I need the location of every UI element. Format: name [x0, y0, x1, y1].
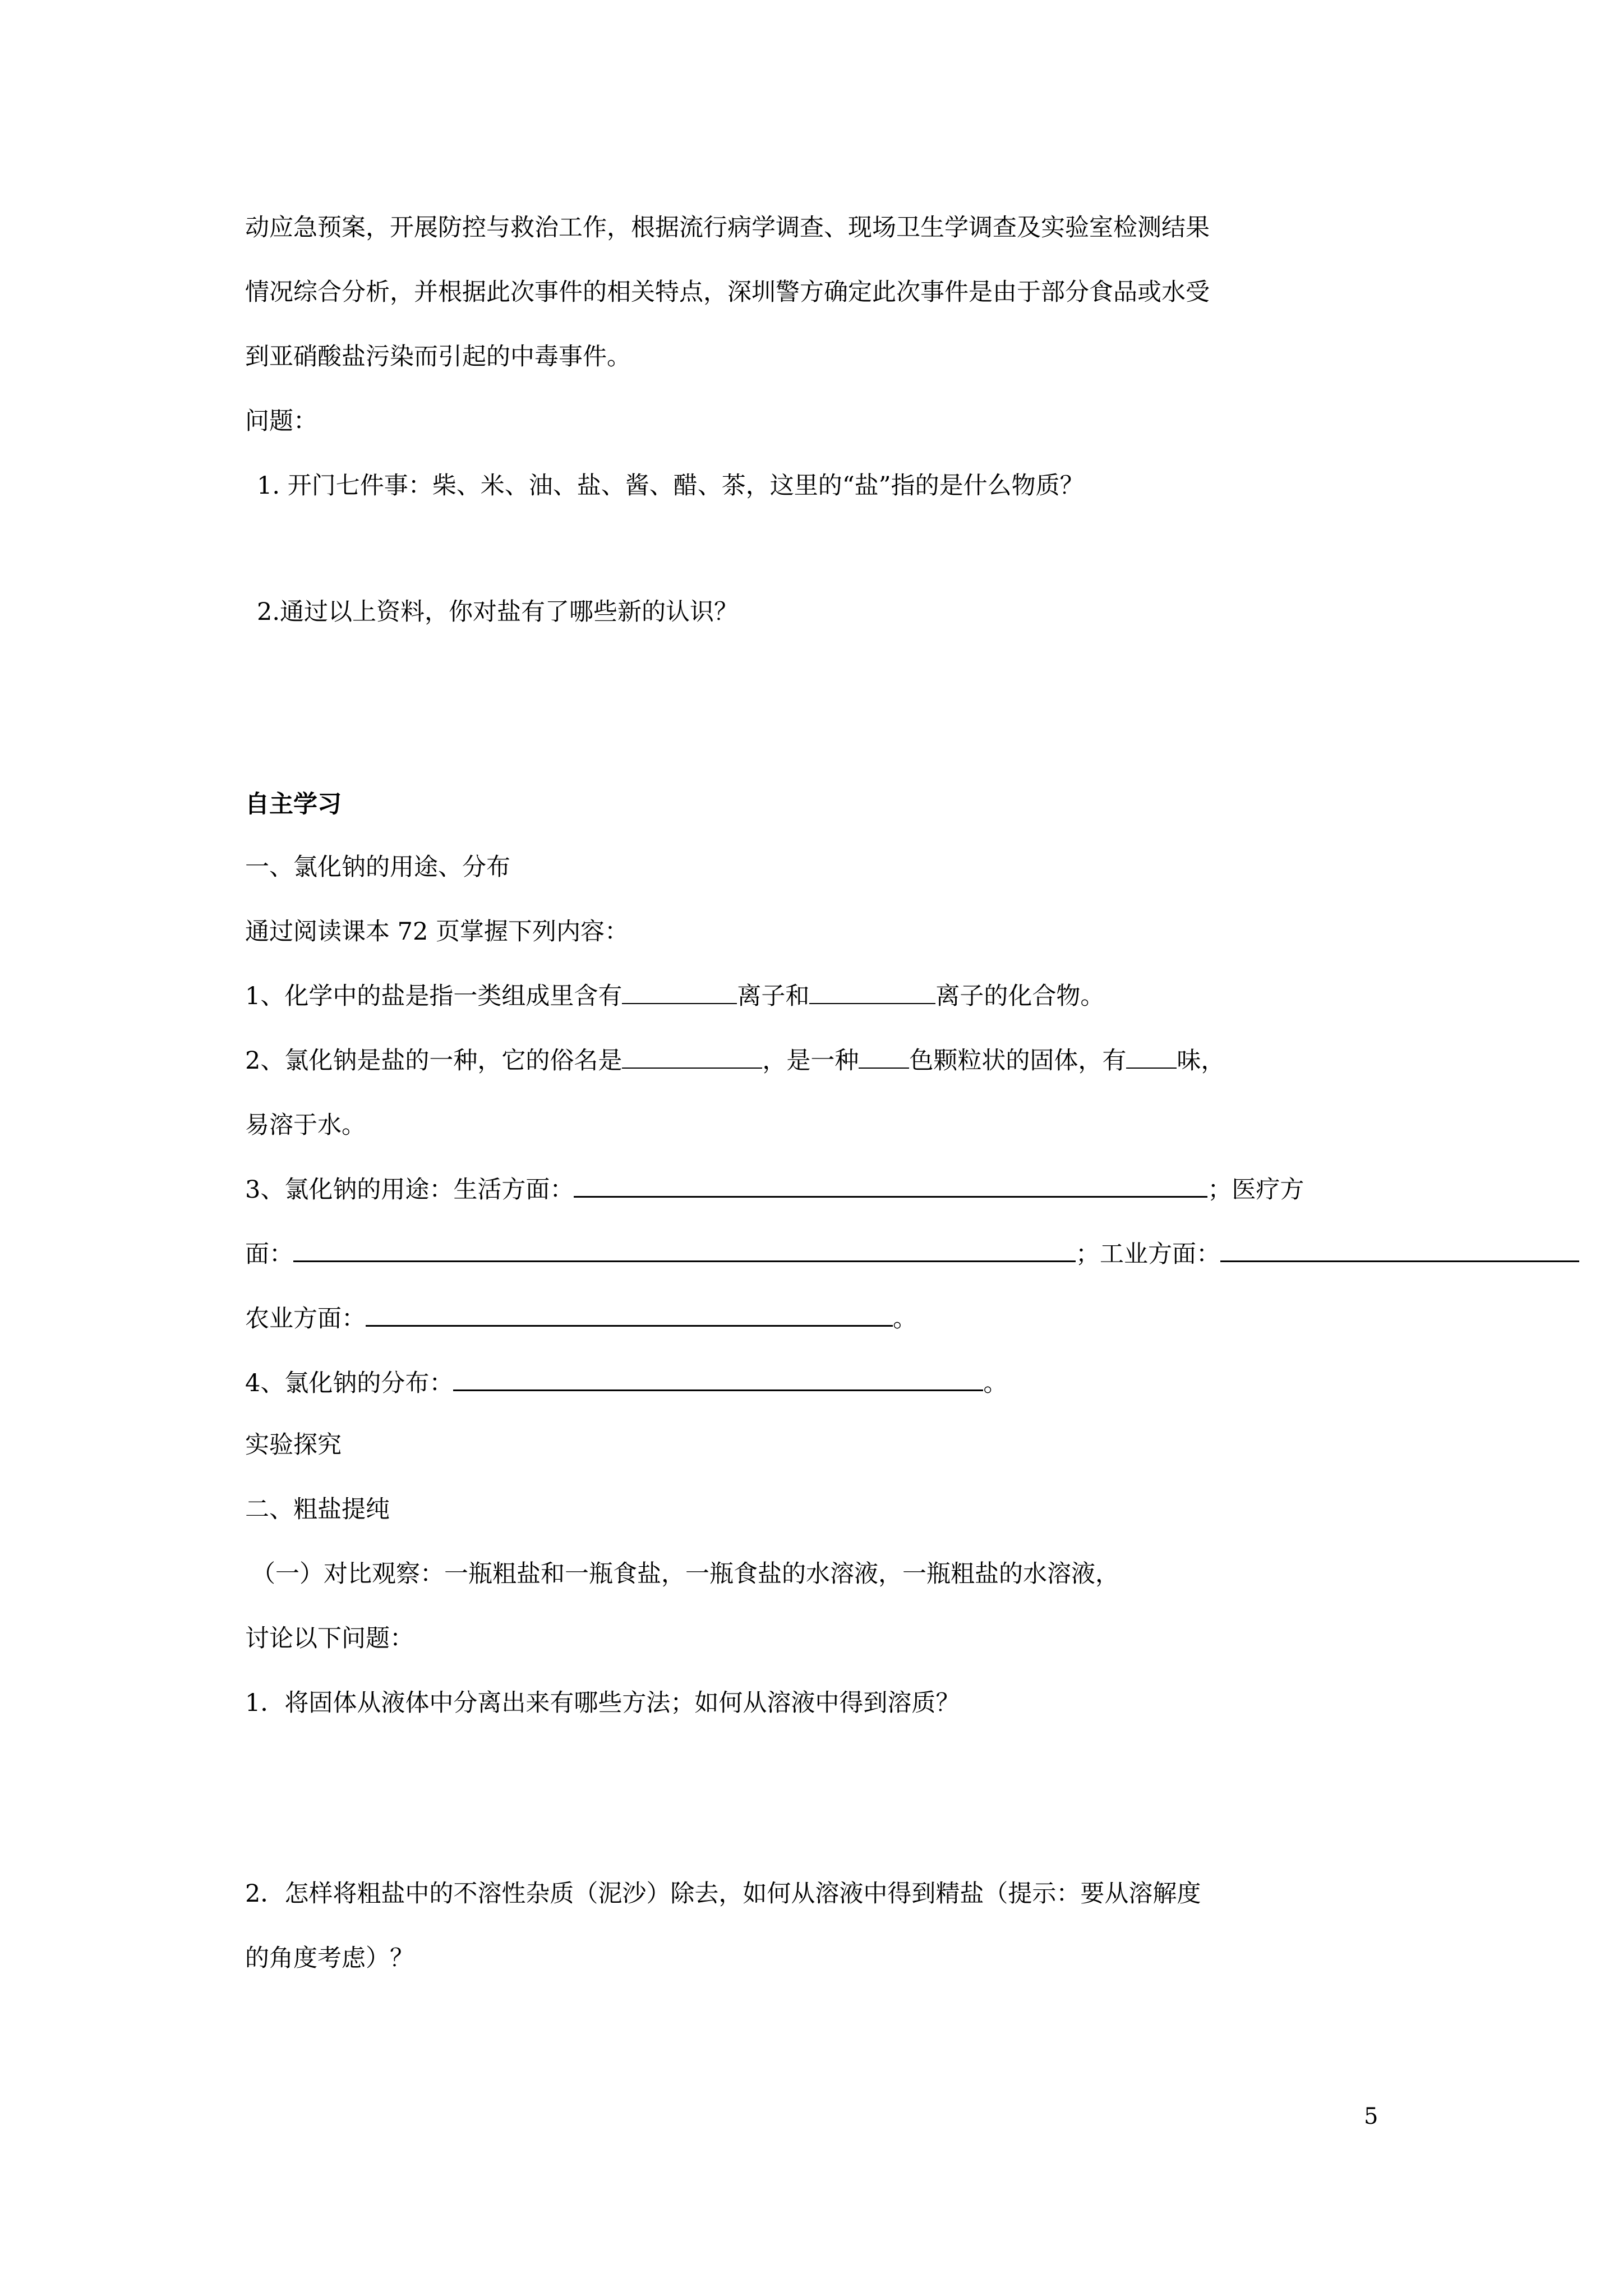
- item-3-text-e: 农业方面：: [245, 1305, 366, 1333]
- item-2-text-c: 色颗粒状的固体，有: [909, 1047, 1127, 1075]
- fill-item-3-agriculture: [245, 1307, 917, 1331]
- intro-line-3: 到亚硝酸盐污染而引起的中毒事件。: [245, 343, 631, 371]
- discussion-prompt: 讨论以下问题：: [245, 1625, 414, 1653]
- experiment-question-2-line-1: 2．怎样将粗盐中的不溶性杂质（泥沙）除去，如何从溶液中得到精盐（提示：要从溶解度: [245, 1880, 1201, 1908]
- industrial-use-blank[interactable]: [1220, 1260, 1579, 1262]
- item-2-text-a: 2、氯化钠是盐的一种，它的俗名是: [245, 1047, 623, 1075]
- fill-item-4: [245, 1369, 1008, 1397]
- questions-title: 问题：: [245, 407, 317, 435]
- self-study-heading: 自主学习: [245, 790, 342, 818]
- item-4-text-b: 。: [983, 1369, 1008, 1397]
- common-name-blank[interactable]: [622, 1067, 762, 1069]
- item-2-text-b: ，是一种: [762, 1047, 859, 1075]
- experiment-question-2-line-2: 的角度考虑）？: [245, 1944, 414, 1972]
- item-2-text-d: 味，: [1177, 1047, 1225, 1075]
- fill-item-2: [245, 1049, 1225, 1073]
- reading-instruction: 通过阅读课本 72 页掌握下列内容：: [245, 918, 629, 946]
- item-3-text-c: 面：: [245, 1240, 293, 1268]
- observation-text: （一）对比观察：一瓶粗盐和一瓶食盐，一瓶食盐的水溶液，一瓶粗盐的水溶液，: [251, 1560, 1119, 1588]
- item-3-text-d: ；工业方面：: [1076, 1240, 1220, 1268]
- agricultural-use-blank[interactable]: [366, 1324, 893, 1327]
- item-3-text-f: 。: [893, 1305, 917, 1333]
- experiment-question-1: 1．将固体从液体中分离出来有哪些方法；如何从溶液中得到溶质？: [245, 1689, 960, 1717]
- item-3-text-b: ；医疗方: [1207, 1176, 1304, 1204]
- item-1-text-c: 离子的化合物。: [935, 982, 1105, 1010]
- fill-item-3-continued: [245, 1240, 1579, 1268]
- cation-blank[interactable]: [809, 1002, 935, 1004]
- page-number: 5: [1364, 2104, 1378, 2129]
- section-1-title: 一、氯化钠的用途、分布: [245, 853, 510, 881]
- question-1: 1. 开门七件事：柴、米、油、盐、酱、醋、茶，这里的“盐”指的是什么物质？: [257, 472, 1084, 500]
- question-2: 2.通过以上资料，你对盐有了哪些新的认识？: [257, 598, 739, 626]
- experiment-heading: 实验探究: [245, 1431, 342, 1459]
- taste-blank[interactable]: [1126, 1067, 1177, 1069]
- color-blank[interactable]: [859, 1067, 909, 1069]
- daily-life-use-blank[interactable]: [574, 1195, 1207, 1198]
- anion-blank[interactable]: [622, 1002, 737, 1004]
- distribution-blank[interactable]: [453, 1389, 983, 1391]
- item-4-text-a: 4、氯化钠的分布：: [245, 1369, 454, 1397]
- item-3-text-a: 3、氯化钠的用途：生活方面：: [245, 1176, 574, 1204]
- intro-line-2: 情况综合分析，并根据此次事件的相关特点，深圳警方确定此次事件是由于部分食品或水受: [245, 278, 1210, 306]
- item-1-text-a: 1、化学中的盐是指一类组成里含有: [245, 982, 623, 1010]
- item-2-continuation: 易溶于水。: [245, 1111, 366, 1139]
- item-1-text-b: 离子和: [737, 982, 810, 1010]
- fill-item-1: [245, 984, 1104, 1009]
- fill-item-3: [245, 1178, 1304, 1202]
- section-2-title: 二、粗盐提纯: [245, 1496, 390, 1524]
- intro-line-1: 动应急预案，开展防控与救治工作，根据流行病学调查、现场卫生学调查及实验室检测结果: [245, 214, 1210, 242]
- medical-use-blank[interactable]: [293, 1260, 1076, 1262]
